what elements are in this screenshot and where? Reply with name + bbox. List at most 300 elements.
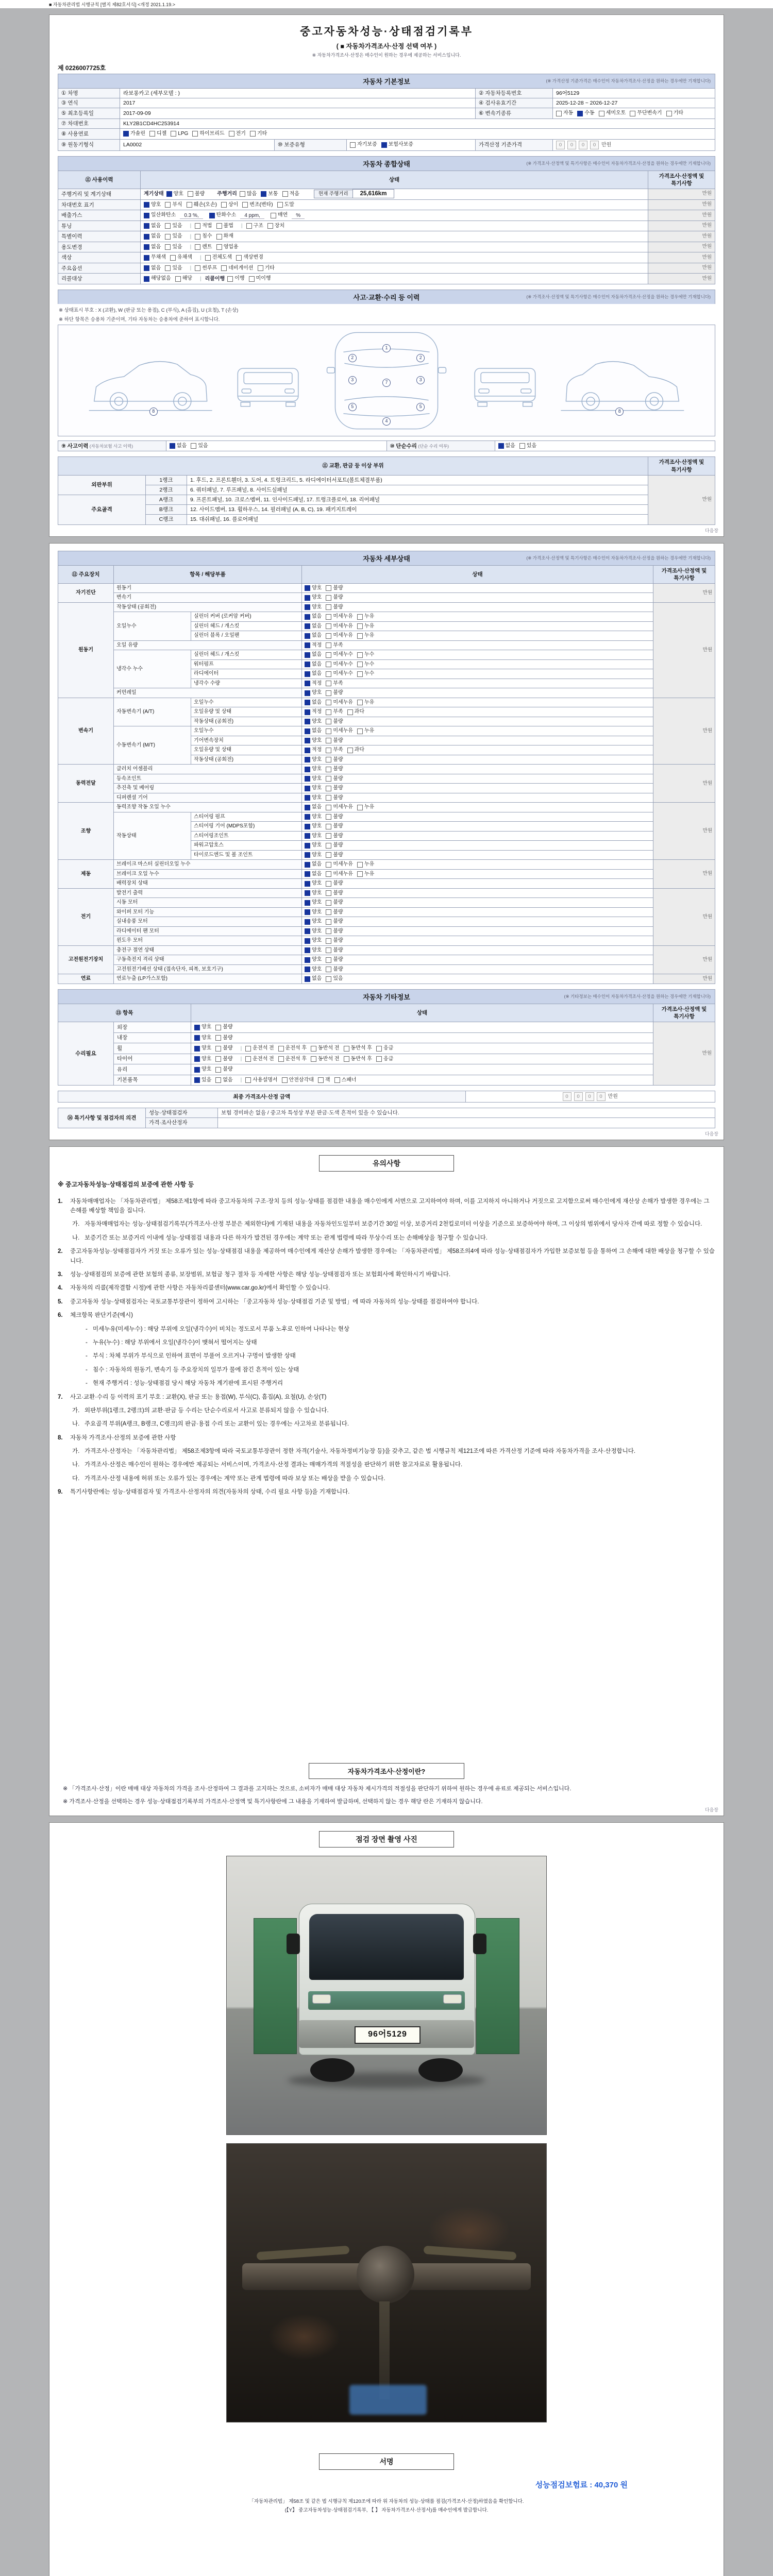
checkbox-양호[interactable] [305,937,322,944]
cell: 만원 [648,475,715,524]
checkbox-양호[interactable] [305,890,322,897]
checkbox-영업용[interactable] [216,244,239,251]
checkbox-누유[interactable] [357,871,374,878]
notice-item: - 현재 주행거리 : 성능·상태점검 당시 해당 자동차 계기판에 표시된 주행거리 [86,1380,283,1387]
checkbox-양호[interactable] [144,201,161,209]
checkbox-없음[interactable] [144,233,161,240]
cell: 가격조사·산정액 및 특기사항 [648,457,715,475]
truck-mirror-left [287,1934,300,1954]
checkbox-label: 있음 [526,443,537,449]
checkbox-label: 양호 [312,880,322,887]
checkbox-없음[interactable] [305,661,322,668]
checkbox-누유[interactable] [357,613,374,620]
next-page-hint[interactable]: 다음장 [704,528,718,533]
checkbox-label: 누유 [364,699,375,705]
checkbox-없음[interactable] [305,861,322,868]
checkbox-불량[interactable] [326,880,343,887]
checkbox-box [357,623,363,629]
checkbox-변조(변타)[interactable] [242,201,273,209]
checkbox-label: 훼손(오손) [193,201,217,208]
checkbox-미세누유[interactable] [326,623,353,630]
checkbox-있음[interactable] [191,443,208,450]
checkbox-스패너[interactable] [334,1077,357,1084]
checkbox-box [250,131,256,137]
checkbox-label: 양호 [312,957,322,963]
checkbox-미이행[interactable] [249,275,271,282]
checkbox-양호[interactable] [305,604,322,611]
checkbox-동반석 후[interactable] [344,1045,372,1052]
checkbox-label: 있음 [172,223,182,229]
checkbox-누수[interactable] [357,661,374,668]
checkbox-색상변경[interactable] [236,254,263,261]
checkbox-있음[interactable] [194,1077,211,1084]
checkbox-불량[interactable] [326,823,343,830]
checkbox-label: 양호 [312,947,322,953]
checkbox-수동[interactable] [577,110,594,117]
checkbox-box [305,938,310,944]
cell: 원동기 [58,602,114,698]
checkbox-불량[interactable] [215,1045,232,1052]
checkbox-불량[interactable] [326,918,343,925]
checkbox-있음[interactable] [165,223,182,230]
checkbox-미세누수[interactable] [326,670,353,677]
status-cell [302,907,653,917]
checkbox-누유[interactable] [357,699,374,706]
checkbox-상이[interactable] [221,201,238,209]
checkbox-LPG[interactable] [171,130,188,138]
checkbox-디젤[interactable] [149,130,166,138]
checkbox-label: 누유 [364,633,375,639]
checkbox-불량[interactable] [326,909,343,916]
checkbox-box [305,805,310,810]
checkbox-양호[interactable] [305,794,322,802]
checkbox-없음[interactable] [144,223,161,230]
checkbox-화재[interactable] [216,233,233,240]
checkbox-box [357,871,363,877]
checkbox-box [305,852,310,858]
cell: 연료 [58,974,114,984]
checkbox-불량[interactable] [326,689,343,697]
checkbox-자동[interactable] [556,110,573,117]
checkbox-있음[interactable] [165,265,182,272]
checkbox-있음[interactable] [165,244,182,251]
checkbox-미세누유[interactable] [326,861,353,868]
checkbox-일산화탄소[interactable] [144,212,176,219]
status-cell [302,669,653,679]
accident-flags-table [58,440,715,452]
checkbox-운전석 전[interactable] [245,1056,274,1063]
cell: 성능·상태점검자 [146,1108,218,1118]
checkbox-box [305,890,310,896]
checkbox-양호[interactable] [305,756,322,764]
checkbox-훼손(오손)[interactable] [187,201,217,209]
cell: 만원 [648,242,715,252]
checkbox-label: 불량 [333,890,343,896]
checkbox-불량[interactable] [326,966,343,973]
checkbox-label: 양호 [201,1045,212,1052]
table-row [58,171,715,189]
checkbox-label: 양호 [312,833,322,839]
checkbox-box [305,795,310,801]
panel-marker-4: 4 [382,417,391,426]
checkbox-label: 있음 [172,244,182,250]
checkbox-누유[interactable] [357,804,374,811]
cell: ⑥ 변속기종류 [476,108,553,119]
checkbox-label: 불량 [333,947,343,953]
checkbox-box [305,967,310,972]
checkbox-없음[interactable] [144,265,161,272]
cell: 라보롱카고 (세부모델 : ) [120,89,476,98]
checkbox-불량[interactable] [326,594,343,601]
status-cell [347,139,476,150]
cell: ⑩ 보증유형 [275,139,347,150]
checkbox-불량[interactable] [326,852,343,859]
checkbox-썬루프[interactable] [195,265,217,272]
checkbox-있음[interactable] [165,233,182,240]
table-row [58,879,715,889]
table-row [58,945,715,955]
checkbox-누수[interactable] [357,670,374,677]
checkbox-양호[interactable] [194,1024,211,1031]
checkbox-box [227,276,233,282]
checkbox-자기보증[interactable] [350,141,377,148]
cell: 고전원전기장치 [58,945,114,974]
checkbox-적법[interactable] [195,223,212,230]
checkbox-불량[interactable] [215,1056,232,1063]
checkbox-잭[interactable] [318,1077,330,1084]
checkbox-구조[interactable] [246,223,263,230]
checkbox-없음[interactable] [144,244,161,251]
table-row [58,602,715,612]
checkbox-불량[interactable] [326,928,343,935]
checkbox-양호[interactable] [305,785,322,792]
checkbox-하이브리드[interactable] [192,130,224,138]
checkbox-불량[interactable] [326,937,343,944]
checkbox-불량[interactable] [326,947,343,954]
checkbox-불량[interactable] [326,794,343,802]
checkbox-부족[interactable] [326,680,343,687]
checkbox-box [326,748,331,753]
status-cell [302,860,653,870]
checkbox-box [165,223,171,229]
checkbox-양호[interactable] [305,899,322,906]
cell [141,252,648,263]
checkbox-양호[interactable] [166,191,183,198]
checkbox-네비게이션[interactable] [221,265,253,272]
checkbox-렌트[interactable] [195,244,212,251]
checkbox-box [326,900,331,906]
cell: ④ 검사유효기간 [476,98,553,108]
status-cell [302,898,653,908]
checkbox-없음[interactable] [305,804,322,811]
checkbox-전체도색[interactable] [205,254,232,261]
checkbox-보통[interactable] [261,191,278,198]
signature-title: 서명 [319,2453,454,2470]
cell: 자동변속기 (A/T) [114,698,191,726]
checkbox-양호[interactable] [305,852,322,859]
checkbox-없음[interactable] [305,871,322,878]
checkbox-불량[interactable] [326,833,343,840]
checkbox-양호[interactable] [305,594,322,601]
checkbox-box [326,957,331,963]
checkbox-양호[interactable] [305,718,322,725]
checkbox-세미오토[interactable] [599,110,626,117]
checkbox-box [326,862,331,868]
checkbox-미세누유[interactable] [326,613,353,620]
checkbox-기타[interactable] [258,265,275,272]
checkbox-적정[interactable] [305,747,322,754]
checkbox-이행[interactable] [227,275,244,282]
checkbox-box [245,1077,251,1083]
checkbox-없음[interactable] [305,670,322,677]
checkbox-적정[interactable] [305,708,322,716]
checkbox-label: 양호 [312,852,322,858]
notice-item: 4. 자동차의 리콜(제작결함 시정)에 관한 사항은 자동차리콜센터(www.car.go.kr)에서 확인할 수 있습니다. [58,1285,330,1292]
checkbox-box [326,681,331,686]
checkbox-미세누수[interactable] [326,661,353,668]
panel-marker-2: 2 [416,354,425,362]
table-row [58,1108,715,1118]
checkbox-누유[interactable] [357,861,374,868]
text: 0 [585,1092,594,1101]
checkbox-없음[interactable] [305,613,322,620]
checkbox-box [305,947,310,953]
checkbox-label: 미세누유 [333,728,353,734]
checkbox-양호[interactable] [305,947,322,954]
checkbox-label: 양호 [312,966,322,972]
truck-wheel-right [418,2058,463,2082]
table-row [58,129,715,140]
checkbox-보험사보증[interactable] [381,141,413,148]
checkbox-양호[interactable] [194,1045,211,1052]
checkbox-운전석 후[interactable] [278,1045,307,1052]
checkbox-불량[interactable] [326,604,343,611]
checkbox-없음[interactable] [498,443,515,450]
checkbox-동반석 전[interactable] [311,1045,339,1052]
checkbox-box [258,265,263,271]
checkbox-기타[interactable] [666,110,683,117]
checkbox-미세누유[interactable] [326,727,353,735]
cell: 12. 사이드멤버, 13. 휠하우스, 14. 필러패널 (A, B, C), 19. 패키지트레이 [187,505,648,515]
notice-item: 가. 외판부위(1랭크, 2랭크)의 교환·판금 등 수리는 단순수리로서 사고로 분류되지 않을 수 있습니다. [72,1407,329,1414]
checkbox-불량[interactable] [326,785,343,792]
checkbox-label: 양호 [312,718,322,724]
checkbox-동반석 후[interactable] [344,1056,372,1063]
checkbox-불량[interactable] [188,191,205,198]
status-cell [302,679,653,688]
checkbox-양호[interactable] [305,766,322,773]
checkbox-양호[interactable] [305,956,322,963]
notice-item: - 침수 : 자동차의 원동기, 변속기 등 주요장치의 일부가 물에 잠긴 흔적이 있는 상태 [86,1366,299,1373]
status-cell [141,199,648,210]
checkbox-전기[interactable] [229,130,246,138]
status-cell [302,945,653,955]
underbody-differential [357,2246,414,2303]
checkbox-box [278,1046,284,1052]
checkbox-없음[interactable] [170,443,187,450]
checkbox-box [326,976,331,982]
checkbox-label: 침수 [202,233,212,240]
remarks-table [58,1108,715,1128]
checkbox-label: 운전석 전 [253,1045,274,1052]
checkbox-없음[interactable] [215,1077,232,1084]
checkbox-부족[interactable] [326,642,343,649]
checkbox-양호[interactable] [305,918,322,925]
checkbox-label: 화재 [223,233,233,240]
checkbox-도말[interactable] [277,201,294,209]
checkbox-양호[interactable] [305,775,322,783]
checkbox-양호[interactable] [305,689,322,697]
checkbox-양호[interactable] [305,823,322,830]
checkbox-가솔린[interactable] [123,130,145,138]
cell [141,263,648,274]
checkbox-미세누유[interactable] [326,632,353,639]
checkbox-사용설명서[interactable] [245,1077,277,1084]
checkbox-없음[interactable] [305,623,322,630]
checkbox-box [205,255,211,261]
checkbox-누유[interactable] [357,632,374,639]
checkbox-운전석 후[interactable] [278,1056,307,1063]
cell: 실린더 블록 / 오일팬 [191,631,302,641]
text: | [199,255,201,261]
checkbox-무채색[interactable] [144,254,166,261]
cell: KLY2B1CD4HC253914 [120,118,715,128]
checkbox-불량[interactable] [326,718,343,725]
checkbox-box [305,681,310,686]
checkbox-불량[interactable] [326,756,343,764]
checkbox-있음[interactable] [326,975,343,982]
checkbox-불량[interactable] [326,899,343,906]
status-cell [302,621,653,631]
checkbox-양호[interactable] [194,1056,211,1063]
checkbox-침수[interactable] [195,233,212,240]
checkbox-양호[interactable] [305,928,322,935]
checkbox-양호[interactable] [305,833,322,840]
checkbox-탄화수소[interactable] [209,212,237,219]
checkbox-없음[interactable] [305,975,322,982]
checkbox-불량[interactable] [326,956,343,963]
checkbox-미세누유[interactable] [326,804,353,811]
checkbox-유채색[interactable] [170,254,192,261]
checkbox-box [326,738,331,743]
checkbox-미세누유[interactable] [326,871,353,878]
checkbox-무단변속기[interactable] [630,110,662,117]
checkbox-box [519,443,525,449]
checkbox-양호[interactable] [305,737,322,744]
checkbox-양호[interactable] [305,909,322,916]
checkbox-불량[interactable] [326,775,343,783]
checkbox-box [326,938,331,944]
checkbox-양호[interactable] [305,842,322,849]
checkbox-label: 부식 [172,201,182,208]
checkbox-적정[interactable] [305,680,322,687]
next-page-hint[interactable]: 다음장 [704,1807,718,1812]
checkbox-부족[interactable] [326,747,343,754]
checkbox-불량[interactable] [326,766,343,773]
checkbox-불량[interactable] [215,1035,232,1042]
checkbox-양호[interactable] [305,585,322,592]
checkbox-불량[interactable] [326,585,343,592]
checkbox-불량[interactable] [215,1066,232,1073]
checkbox-label: 양호 [312,766,322,772]
checkbox-양호[interactable] [194,1066,211,1073]
checkbox-양호[interactable] [305,814,322,821]
checkbox-안전삼각대[interactable] [282,1077,314,1084]
checkbox-과다[interactable] [347,708,364,716]
checkbox-없음[interactable] [305,632,322,639]
checkbox-장치[interactable] [267,223,284,230]
checkbox-많음[interactable] [240,191,257,198]
checkbox-운전석 전[interactable] [245,1045,274,1052]
checkbox-불량[interactable] [326,814,343,821]
cell: 연료누출 (LP가스포함) [114,974,302,984]
checkbox-label: 누유 [364,871,375,877]
status-cell [191,1064,653,1075]
checkbox-불량[interactable] [326,737,343,744]
checkbox-적음[interactable] [282,191,299,198]
status-cell [302,726,653,736]
checkbox-있음[interactable] [519,443,536,450]
underbody-leaf-spring-left [257,2245,350,2260]
checkbox-box [165,202,171,208]
checkbox-매연[interactable] [271,212,288,219]
checkbox-누유[interactable] [357,623,374,630]
text: | [190,244,192,250]
checkbox-불량[interactable] [326,890,343,897]
checkbox-불량[interactable] [326,842,343,849]
checkbox-해당[interactable] [175,275,192,282]
checkbox-누유[interactable] [357,727,374,735]
checkbox-label: 양호 [312,794,322,801]
legal-line-1: 「자동차관리법」 제58조 및 같은 법 시행규칙 제120조에 따라 위 자동차의 성능·상태를 점검(가격조사·산정)하였음을 확인합니다. [249,2498,524,2504]
section-other-label: 자동차 기타정보 [363,993,410,1001]
cell: ⑪ 사용이력 [58,171,141,189]
cell: 차대번호 표기 [58,199,141,210]
checkbox-없음[interactable] [305,651,322,658]
checkbox-해당없음[interactable] [144,275,171,282]
checkbox-누수[interactable] [357,651,374,658]
checkbox-양호[interactable] [305,880,322,887]
checkbox-없음[interactable] [305,699,322,706]
checkbox-없음[interactable] [305,727,322,735]
checkbox-부족[interactable] [326,708,343,716]
checkbox-과다[interactable] [347,747,364,754]
checkbox-응급[interactable] [376,1056,393,1063]
checkbox-box [577,111,583,116]
table-row [58,242,715,252]
cell: ⑪ 교환, 판금 등 이상 부위 [58,457,648,475]
cell: 가격·조사산정자 [146,1118,218,1128]
checkbox-미세누수[interactable] [326,651,353,658]
checkbox-불법[interactable] [216,223,233,230]
checkbox-양호[interactable] [305,966,322,973]
cell: 튜닝 [58,221,141,231]
cell: 냉각수 수량 [191,679,302,688]
checkbox-box [305,767,310,772]
checkbox-기타[interactable] [250,130,267,138]
checkbox-부식[interactable] [165,201,182,209]
checkbox-box [229,131,234,137]
checkbox-불량[interactable] [215,1024,232,1031]
checkbox-동반석 전[interactable] [311,1056,339,1063]
checkbox-box [192,131,198,137]
text: 0 [567,141,576,149]
next-page-hint[interactable]: 다음장 [704,1131,718,1137]
checkbox-양호[interactable] [194,1035,211,1042]
checkbox-응급[interactable] [376,1045,393,1052]
checkbox-미세누유[interactable] [326,699,353,706]
checkbox-적정[interactable] [305,642,322,649]
